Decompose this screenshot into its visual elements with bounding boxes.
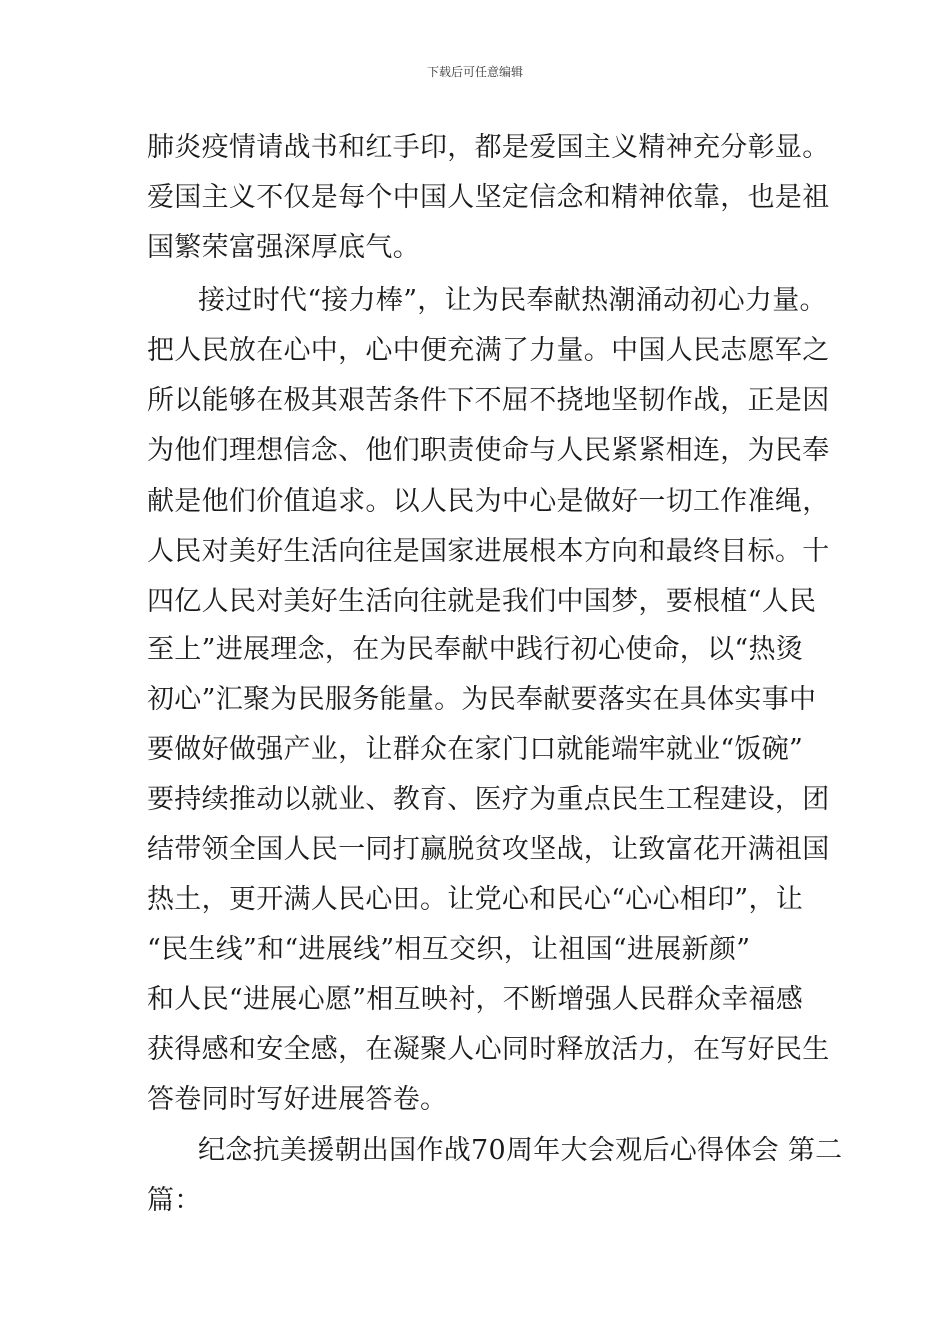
text-line: 国繁荣富强深厚底气。 xyxy=(147,232,420,263)
section-heading-continued: 篇： xyxy=(147,1185,202,1216)
text-line: 获得感和安全感，在凝聚人心同时释放活力，在写好民生 xyxy=(147,1034,830,1065)
text-line: 要做好做强产业，让群众在家门口就能端牢就业“饭碗” xyxy=(147,734,804,765)
text-line: 热土，更开满人民心田。让党心和民心“心心相印”，让 xyxy=(147,884,804,915)
text-line: 肺炎疫情请战书和红手印，都是爱国主义精神充分彰显。 xyxy=(147,132,830,163)
text-line: 爱国主义不仅是每个中国人坚定信念和精神依靠，也是祖 xyxy=(147,182,830,213)
page-header-note: 下载后可任意编辑 xyxy=(426,65,523,79)
text-line: 答卷同时写好进展答卷。 xyxy=(147,1084,448,1115)
text-line: 人民对美好生活向往是国家进展根本方向和最终目标。十 xyxy=(147,536,830,567)
text-line: 所以能够在极其艰苦条件下不屈不挠地坚韧作战，正是因 xyxy=(147,385,830,416)
text-line: “民生线”和“进展线”相互交织，让祖国“进展新颜” xyxy=(147,934,751,965)
text-line: 为他们理想信念、他们职责使命与人民紧紧相连，为民奉 xyxy=(147,435,830,466)
text-line: 把人民放在心中，心中便充满了力量。中国人民志愿军之 xyxy=(147,335,830,366)
paragraph-first-line: 接过时代“接力棒”，让为民奉献热潮涌动初心力量。 xyxy=(198,285,827,316)
text-line: 和人民“进展心愿”相互映衬，不断增强人民群众幸福感 xyxy=(147,984,804,1015)
text-line: 要持续推动以就业、教育、医疗为重点民生工程建设，团 xyxy=(147,784,830,815)
section-heading: 纪念抗美援朝出国作战70周年大会观后心得体会 第二 xyxy=(198,1135,843,1166)
text-line: 初心”汇聚为民服务能量。为民奉献要落实在具体实事中 xyxy=(147,684,817,715)
text-line: 献是他们价值追求。以人民为中心是做好一切工作准绳， xyxy=(147,486,830,517)
text-line: 结带领全国人民一同打赢脱贫攻坚战，让致富花开满祖国 xyxy=(147,834,830,865)
text-line: 四亿人民对美好生活向往就是我们中国梦，要根植“人民 xyxy=(147,586,817,617)
text-line: 至上”进展理念，在为民奉献中践行初心使命，以“热烫 xyxy=(147,634,804,665)
